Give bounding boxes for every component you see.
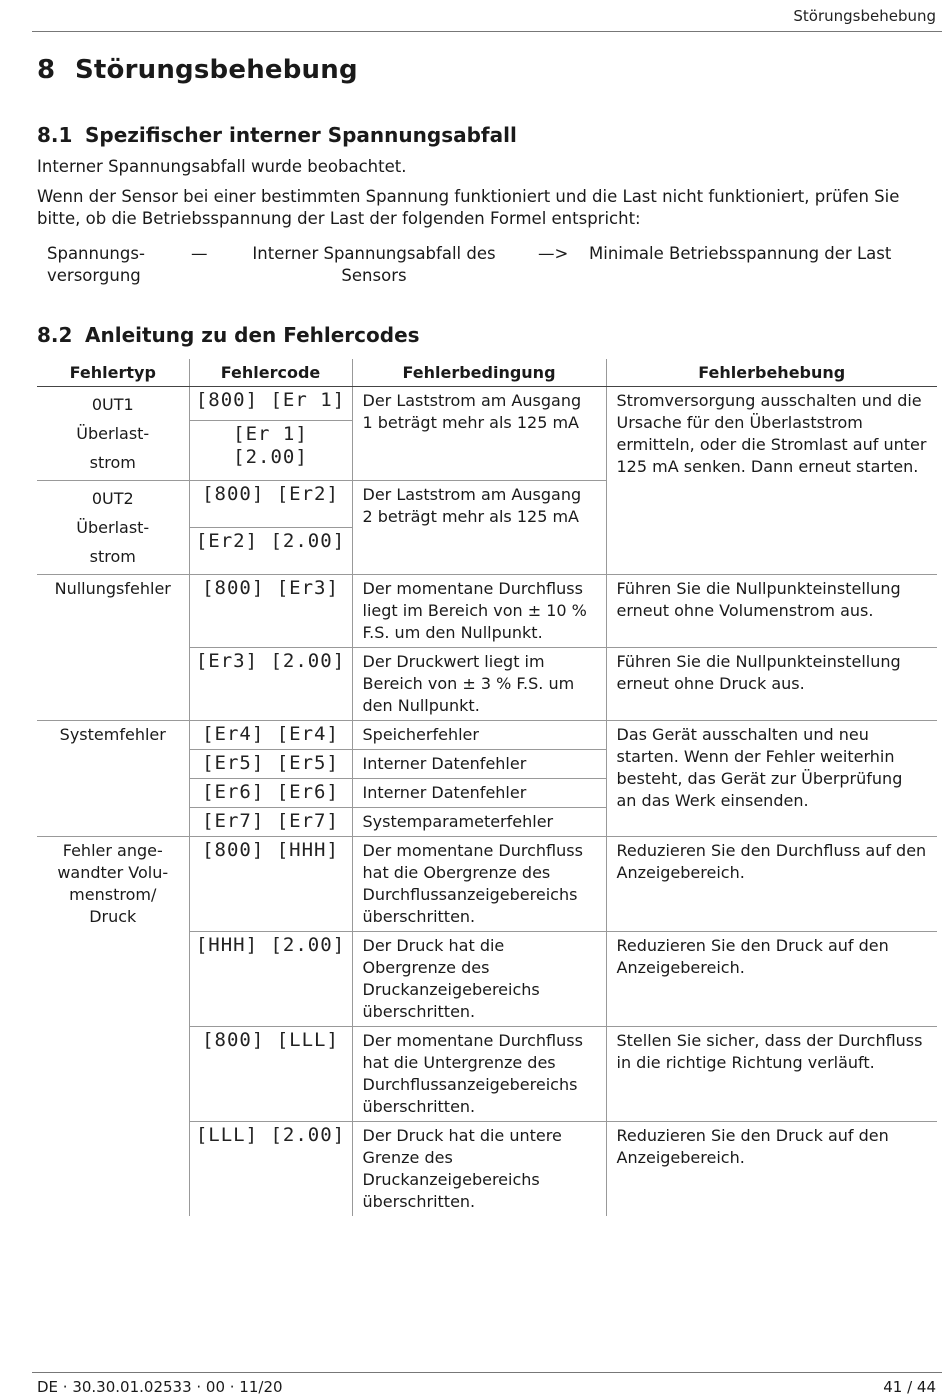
formula-term-min-voltage: Minimale Betriebsspannung der Last (589, 244, 892, 263)
header-rule (32, 31, 942, 32)
cell-code (189, 481, 352, 528)
cell-condition: Der Druck hat die Obergrenze des Druckanzeigebereichs überschritten. (352, 932, 606, 1027)
cell-code (189, 837, 352, 932)
cell-remedy: Reduzieren Sie den Durchfluss auf den Anzeigebereich. (606, 837, 937, 932)
cell-code (189, 648, 352, 721)
section-number-8-2: 8.2 (37, 323, 73, 347)
cell-condition: Der momentane Durchfluss liegt im Bereich von ± 10 % F.S. um den Nullpunkt. (352, 575, 606, 648)
formula-term-supply-line2: versorgung (47, 266, 141, 285)
cell-condition: Interner Datenfehler (352, 750, 606, 779)
formula (37, 243, 932, 291)
cell-code (189, 808, 352, 837)
cell-remedy: Reduzieren Sie den Druck auf den Anzeigebereich. (606, 1122, 937, 1217)
cell-remedy: Reduzieren Sie den Druck auf den Anzeigebereich. (606, 932, 937, 1027)
type-out2-line1: 0UT2 (91, 489, 134, 508)
cell-condition: Der momentane Durchfluss hat die Untergrenze des Durchflussanzeigebereichs überschritten. (352, 1027, 606, 1122)
cell-code (189, 421, 352, 481)
cell-condition: Systemparameterfehler (352, 808, 606, 837)
cell-type-range (37, 837, 189, 1217)
col-header-code: Fehlercode (189, 359, 352, 387)
error-code-display: [800] [Er3] (202, 577, 339, 599)
col-header-remedy: Fehlerbehebung (606, 359, 937, 387)
paragraph-observed: Interner Spannungsabfall wurde beobachtet. (37, 157, 407, 176)
error-code-display: [Er5] [Er5] (202, 752, 339, 774)
formula-term-drop (249, 243, 499, 287)
col-header-condition: Fehlerbedingung (352, 359, 606, 387)
col-header-type: Fehlertyp (37, 359, 189, 387)
section-title-8-2-text: Anleitung zu den Fehlercodes (85, 323, 420, 347)
error-code-display: [Er6] [Er6] (202, 781, 339, 803)
cell-remedy: Stellen Sie sicher, dass der Durchfluss in die richtige Richtung verläuft. (606, 1027, 937, 1122)
cell-code (189, 528, 352, 575)
cell-code (189, 575, 352, 648)
chapter-number: 8 (37, 55, 56, 85)
cell-type-zero: Nullungsfehler (37, 575, 189, 721)
running-header: Störungsbehebung (793, 7, 936, 25)
section-number-8-1: 8.1 (37, 123, 73, 147)
cell-condition: Speicherfehler (352, 721, 606, 750)
cell-code (189, 1122, 352, 1217)
chapter-title (37, 55, 358, 85)
cell-code (189, 721, 352, 750)
formula-term-supply (47, 243, 145, 287)
section-title-8-1 (37, 123, 517, 147)
error-code-display: [800] [Er2] (202, 483, 339, 505)
formula-term-drop-line2: Sensors (341, 266, 407, 285)
type-range-line2: wandter Volu- (57, 863, 169, 882)
error-code-display: [Er7] [Er7] (202, 810, 339, 832)
cell-condition: Der Druckwert liegt im Bereich von ± 3 % F.S. um den Nullpunkt. (352, 648, 606, 721)
cell-condition: Der Laststrom am Ausgang 2 beträgt mehr als 125 mA (352, 481, 606, 575)
chapter-title-text: Störungsbehebung (75, 55, 358, 85)
cell-code (189, 779, 352, 808)
footer-page-number: 41 / 44 (883, 1378, 936, 1396)
cell-condition: Interner Datenfehler (352, 779, 606, 808)
type-out2-line2: Überlast- (76, 518, 150, 537)
error-code-display: [LLL] [2.00] (195, 1124, 346, 1146)
cell-type-out2 (37, 481, 189, 575)
cell-type-system: Systemfehler (37, 721, 189, 837)
type-out1-line2: Überlast- (76, 424, 150, 443)
cell-condition: Der Druck hat die untere Grenze des Druckanzeigebereichs überschritten. (352, 1122, 606, 1217)
error-code-display: [Er2] [2.00] (195, 530, 346, 552)
section-title-8-2 (37, 323, 420, 347)
cell-condition: Der momentane Durchfluss hat die Obergrenze des Durchflussanzeigebereichs überschritten. (352, 837, 606, 932)
cell-code (189, 932, 352, 1027)
cell-remedy: Führen Sie die Nullpunkteinstellung erneut ohne Druck aus. (606, 648, 937, 721)
error-code-display: [HHH] [2.00] (195, 934, 346, 956)
error-code-display: [Er 1] [2.00] (233, 423, 308, 469)
cell-condition: Der Laststrom am Ausgang 1 beträgt mehr als 125 mA (352, 387, 606, 481)
footer-rule (32, 1372, 942, 1373)
formula-minus: — (191, 244, 208, 263)
cell-remedy-out: Stromversorgung ausschalten und die Ursache für den Überlaststrom ermitteln, oder die Stromlast auf unter 125 mA senken. Dann erneut starten. (606, 387, 937, 575)
error-code-display: [Er3] [2.00] (195, 650, 346, 672)
cell-remedy-system: Das Gerät ausschalten und neu starten. Wenn der Fehler weiterhin besteht, das Gerät zur Überprüfung an das Werk einsenden. (606, 721, 937, 837)
cell-type-out1 (37, 387, 189, 481)
cell-remedy: Führen Sie die Nullpunkteinstellung erneut ohne Volumenstrom aus. (606, 575, 937, 648)
error-code-table (37, 359, 937, 1216)
type-out1-line1: 0UT1 (91, 395, 134, 414)
error-code-display: [Er4] [Er4] (202, 723, 339, 745)
formula-term-supply-line1: Spannungs- (47, 244, 145, 263)
cell-code (189, 387, 352, 421)
table-row (37, 837, 937, 932)
section-title-8-1-text: Spezifischer interner Spannungsabfall (85, 123, 517, 147)
table-row (37, 387, 937, 421)
type-range-line1: Fehler ange- (62, 841, 163, 860)
cell-code (189, 1027, 352, 1122)
type-out2-line3: strom (89, 547, 136, 566)
type-out1-line3: strom (89, 453, 136, 472)
cell-code (189, 750, 352, 779)
formula-arrow: —> (538, 244, 569, 263)
type-range-line4: Druck (89, 907, 137, 926)
error-code-display: [800] [LLL] (202, 1029, 339, 1051)
table-header-row (37, 359, 937, 387)
footer-doc-id: DE · 30.30.01.02533 · 00 · 11/20 (37, 1378, 283, 1396)
type-range-line3: menstrom/ (69, 885, 157, 904)
formula-term-drop-line1: Interner Spannungsabfall des (252, 244, 496, 263)
paragraph-check-formula: Wenn der Sensor bei einer bestimmten Spannung funktioniert und die Last nicht funktioniert, prüfen Sie bitte, ob die Betriebsspannung der Last der folgenden Formel entspricht: (37, 187, 900, 228)
error-code-display: [800] [Er 1] (195, 389, 346, 411)
table-row (37, 721, 937, 750)
table-row (37, 575, 937, 648)
error-code-display: [800] [HHH] (202, 839, 339, 861)
